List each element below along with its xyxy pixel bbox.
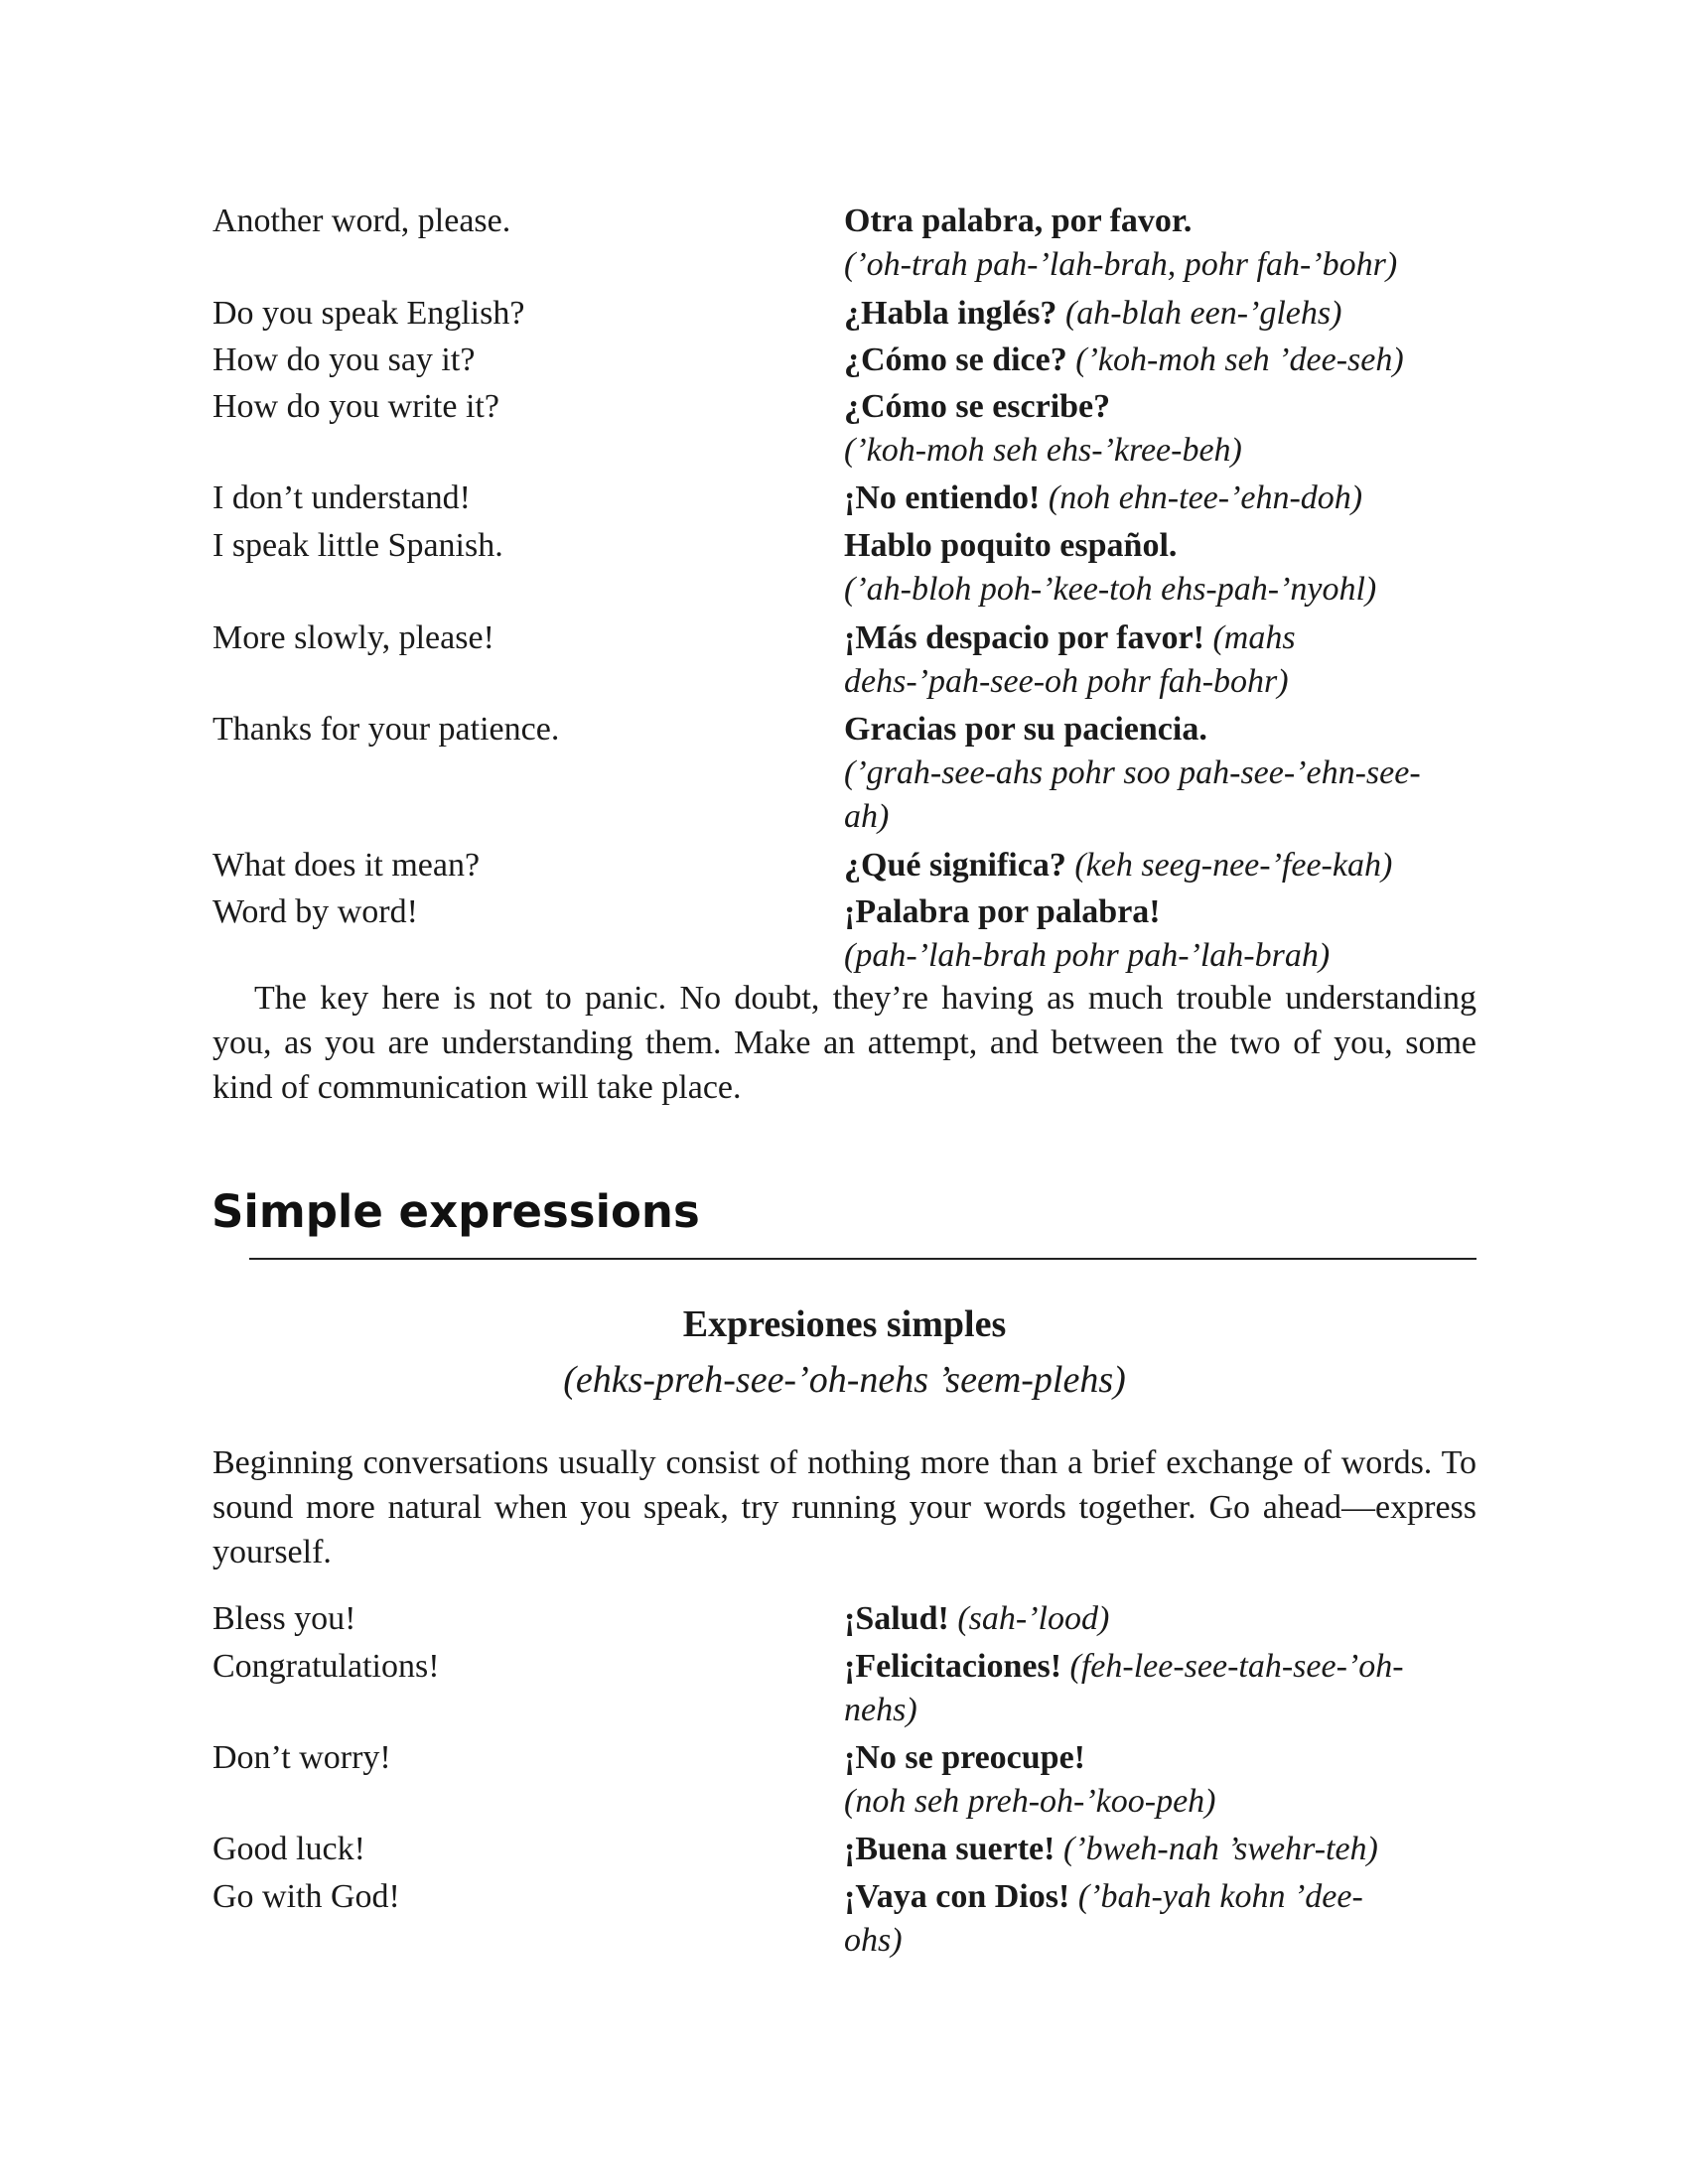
heading-divider — [249, 1258, 1477, 1260]
phrase-pronunciation: (noh seh preh-oh-’koo-peh) — [844, 1783, 1216, 1820]
phrase-english: I speak little Spanish. — [212, 527, 503, 564]
phrase-spanish: ¡Más despacio por favor! (mahs — [844, 619, 1296, 656]
phrase-english: How do you say it? — [212, 341, 476, 378]
phrase-pronunciation: (’oh-trah pah-’lah-brah, pohr fah-’bohr) — [844, 246, 1398, 283]
phrase-spanish: ¡No entiendo! (noh ehn-tee-’ehn-doh) — [844, 479, 1363, 516]
section-title-spanish: Expresiones simples — [682, 1303, 1007, 1345]
section-title-pronunciation: (ehks-preh-see-’oh-nehs ’seem-plehs) — [563, 1359, 1126, 1401]
phrase-pronunciation: (’grah-see-ahs pohr soo pah-see-’ehn-see- — [844, 754, 1421, 791]
section-heading: Simple expressions — [211, 1185, 700, 1238]
phrase-spanish: ¿Qué significa? (keh seeg-nee-’fee-kah) — [844, 847, 1393, 884]
phrase-spanish: ¡Felicitaciones! (feh-lee-see-tah-see-’oh- — [844, 1648, 1404, 1685]
phrase-spanish: ¡Salud! (sah-’lood) — [844, 1600, 1110, 1637]
phrase-spanish: ¿Habla inglés? (ah-blah een-’glehs) — [844, 295, 1342, 332]
phrase-english: Word by word! — [212, 893, 418, 930]
phrase-english: Good luck! — [212, 1831, 365, 1867]
phrase-pronunciation: (’ah-bloh poh-’kee-toh ehs-pah-’nyohl) — [844, 571, 1377, 608]
phrase-spanish: ¡Buena suerte! (’bweh-nah ’swehr-teh) — [844, 1831, 1378, 1867]
phrase-pronunciation: ah) — [844, 798, 890, 835]
phrase-spanish: ¿Cómo se escribe? — [844, 388, 1111, 425]
phrase-pronunciation: ohs) — [844, 1922, 903, 1959]
phrase-spanish: Gracias por su paciencia. — [844, 711, 1207, 748]
phrase-spanish: Hablo poquito español. — [844, 527, 1178, 564]
phrase-pronunciation: (’koh-moh seh ehs-’kree-beh) — [844, 432, 1242, 469]
phrase-english: Go with God! — [212, 1878, 400, 1915]
body-paragraph: The key here is not to panic. No doubt, they’re having as much trouble understanding you, as you are understanding them. Make an attempt, and between the two of you, some kind of communication will take place. — [212, 980, 1477, 1106]
phrase-pronunciation: (pah-’lah-brah pohr pah-’lah-brah) — [844, 937, 1331, 974]
body-paragraph: Beginning conversations usually consist of nothing more than a brief exchange of words. To sound more natural when you speak, try running your words together. Go ahead—express yourself. — [212, 1444, 1477, 1570]
phrase-english: Don’t worry! — [212, 1739, 391, 1776]
phrase-english: Thanks for your patience. — [212, 711, 560, 748]
phrase-english: Do you speak English? — [212, 295, 525, 332]
phrase-english: What does it mean? — [212, 847, 481, 884]
phrase-english: Another word, please. — [212, 203, 511, 239]
phrase-english: How do you write it? — [212, 388, 499, 425]
phrase-spanish: ¡Vaya con Dios! (’bah-yah kohn ’dee- — [844, 1878, 1363, 1915]
phrase-spanish: Otra palabra, por favor. — [844, 203, 1193, 239]
phrase-spanish: ¡No se preocupe! — [844, 1739, 1085, 1776]
phrase-pronunciation: nehs) — [844, 1692, 917, 1728]
phrase-english: More slowly, please! — [212, 619, 494, 656]
phrase-english: Bless you! — [212, 1600, 356, 1637]
phrase-pronunciation: dehs-’pah-see-oh pohr fah-bohr) — [844, 663, 1289, 700]
phrase-english: I don’t understand! — [212, 479, 471, 516]
phrase-english: Congratulations! — [212, 1648, 440, 1685]
phrase-spanish: ¿Cómo se dice? (’koh-moh seh ’dee-seh) — [844, 341, 1404, 378]
phrase-spanish: ¡Palabra por palabra! — [844, 893, 1161, 930]
